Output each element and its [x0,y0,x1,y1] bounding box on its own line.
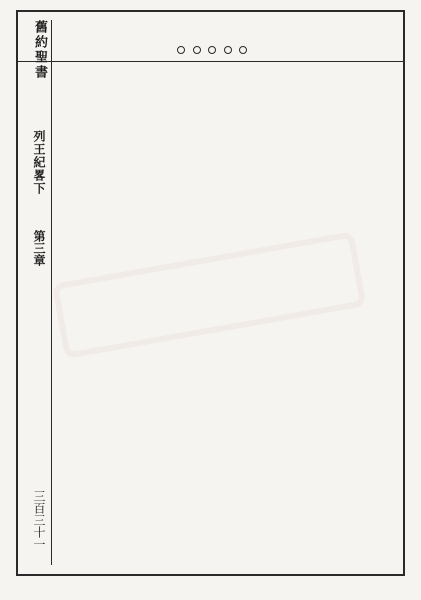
header-left-annotation [58,14,168,58]
circle-mark [238,45,248,55]
circle-mark [223,45,233,55]
chapter-number: 第三章 [32,230,46,266]
circle-mark [207,45,217,55]
margin-gutter [26,20,52,565]
book-title: 舊約聖書 [32,20,47,80]
circle-mark [192,45,202,55]
book-chapter: 列王紀畧下 [32,130,46,195]
circle-mark [176,45,186,55]
header-marks [176,40,248,60]
body-text [56,64,399,572]
header-right-annotation [252,14,392,58]
page-number: 三百三十一 [32,490,46,550]
